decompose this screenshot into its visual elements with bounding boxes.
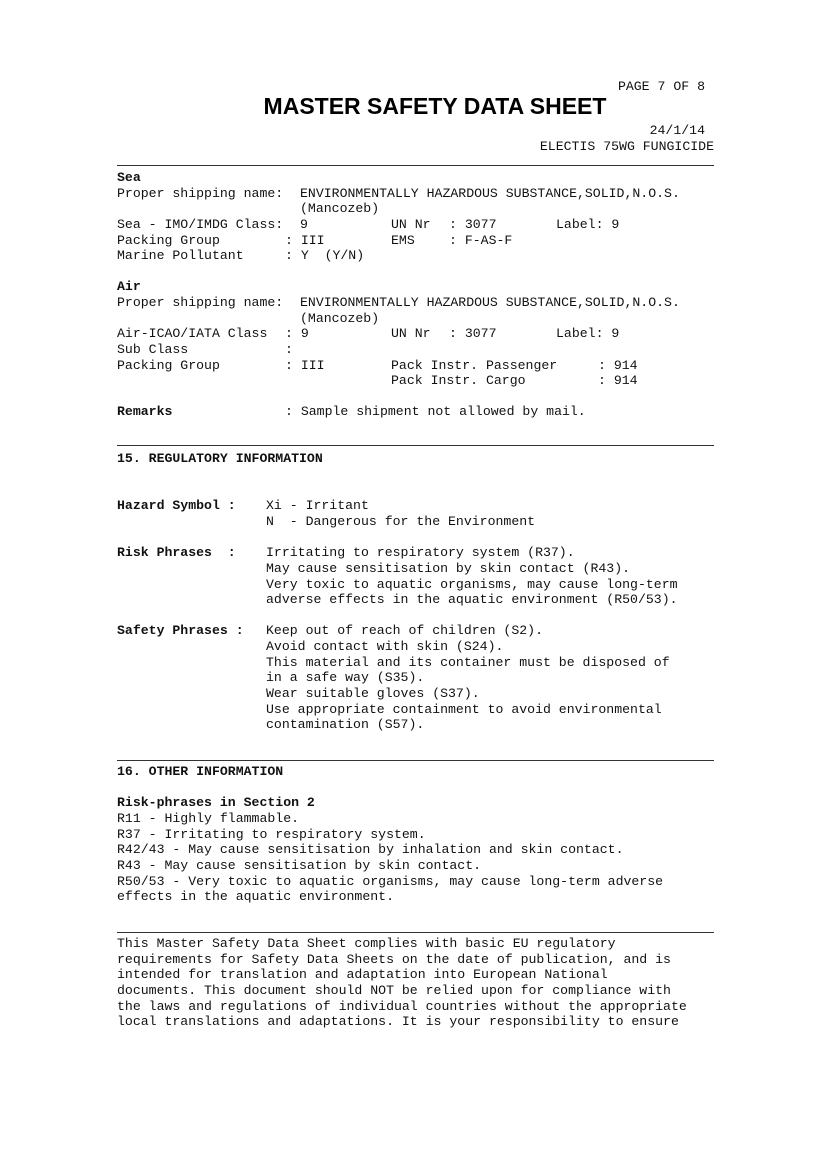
air-heading: Air <box>117 279 141 294</box>
sea-class-value: 9 <box>300 217 308 232</box>
hazard-symbol-line: N - Dangerous for the Environment <box>266 514 536 529</box>
air-class-value: : 9 <box>285 326 309 341</box>
remarks-label: Remarks <box>117 404 173 419</box>
sea-packing-value: : III <box>285 233 325 248</box>
safety-phrase-line: Avoid contact with skin (S24). <box>266 639 504 654</box>
other-info-line: R43 - May cause sensitisation by skin contact. <box>117 858 482 873</box>
air-class-label: Air-ICAO/IATA Class <box>117 326 268 341</box>
sea-pollutant-label: Marine Pollutant <box>117 248 244 263</box>
document-date: 24/1/14 <box>649 123 705 138</box>
air-shipping-name: ENVIRONMENTALLY HAZARDOUS SUBSTANCE,SOLID,N.O.S. <box>300 295 680 310</box>
air-packing-label: Packing Group <box>117 358 220 373</box>
air-un-value: : 3077 <box>449 326 497 341</box>
safety-phrase-line: Keep out of reach of children (S2). <box>266 623 543 638</box>
air-cargo-label: Pack Instr. Cargo <box>391 373 526 388</box>
safety-phrases-label: Safety Phrases : <box>117 623 244 638</box>
air-label: Label: 9 <box>556 326 620 341</box>
sea-shipping-name-2: (Mancozeb) <box>300 201 380 216</box>
sea-un-value: : 3077 <box>449 217 497 232</box>
risk-phrase-line: Irritating to respiratory system (R37). <box>266 545 575 560</box>
header-divider <box>117 165 714 166</box>
document-title: MASTER SAFETY DATA SHEET <box>263 93 607 119</box>
other-info-line: R50/53 - Very toxic to aquatic organisms, may cause long-term adverse <box>117 874 664 889</box>
air-passenger-label: Pack Instr. Passenger <box>391 358 558 373</box>
air-shipping-label: Proper shipping name: <box>117 295 284 310</box>
other-info-line: effects in the aquatic environment. <box>117 889 394 904</box>
safety-phrase-line: This material and its container must be disposed of <box>266 655 670 670</box>
air-cargo-value: : 914 <box>598 373 638 388</box>
sea-shipping-label: Proper shipping name: <box>117 186 284 201</box>
air-passenger-value: : 914 <box>598 358 638 373</box>
section-divider <box>117 932 714 933</box>
sea-ems-label: EMS <box>391 233 415 248</box>
sea-un-label: UN Nr <box>391 217 431 232</box>
hazard-symbol-line: Xi - Irritant <box>266 498 369 513</box>
sea-class-label: Sea - IMO/IMDG Class: <box>117 217 284 232</box>
risk-phrases-label: Risk Phrases : <box>117 545 236 560</box>
risk-phrase-line: Very toxic to aquatic organisms, may cause long-term <box>266 577 678 592</box>
sea-packing-label: Packing Group <box>117 233 220 248</box>
air-packing-value: : III <box>285 358 325 373</box>
safety-phrase-line: contamination (S57). <box>266 717 425 732</box>
remarks-value: : Sample shipment not allowed by mail. <box>285 404 586 419</box>
safety-phrase-line: in a safe way (S35). <box>266 670 425 685</box>
disclaimer-line: intended for translation and adaptation into European National <box>117 967 608 982</box>
air-shipping-name-2: (Mancozeb) <box>300 311 380 326</box>
page-number: PAGE 7 OF 8 <box>617 79 705 94</box>
safety-phrase-line: Use appropriate containment to avoid environmental <box>266 702 662 717</box>
other-info-line: R11 - Highly flammable. <box>117 811 300 826</box>
sea-shipping-name: ENVIRONMENTALLY HAZARDOUS SUBSTANCE,SOLID,N.O.S. <box>300 186 680 201</box>
air-subclass-value: : <box>285 342 293 357</box>
section-16-heading: 16. OTHER INFORMATION <box>117 764 284 779</box>
disclaimer-line: requirements for Safety Data Sheets on the date of publication, and is <box>117 952 671 967</box>
disclaimer-line: documents. This document should NOT be relied upon for compliance with <box>117 983 671 998</box>
disclaimer-line: This Master Safety Data Sheet complies with basic EU regulatory <box>117 936 616 951</box>
sea-label: Label: 9 <box>556 217 620 232</box>
safety-phrase-line: Wear suitable gloves (S37). <box>266 686 480 701</box>
product-name: ELECTIS 75WG FUNGICIDE <box>539 139 714 154</box>
section-divider <box>117 760 714 761</box>
air-subclass-label: Sub Class <box>117 342 189 357</box>
other-info-line: R37 - Irritating to respiratory system. <box>117 827 426 842</box>
disclaimer-line: local translations and adaptations. It is your responsibility to ensure <box>117 1014 679 1029</box>
sea-pollutant-value: : Y (Y/N) <box>285 248 365 263</box>
risk-phrase-line: May cause sensitisation by skin contact (R43). <box>266 561 631 576</box>
disclaimer-line: the laws and regulations of individual countries without the appropriate <box>117 999 687 1014</box>
section-15-heading: 15. REGULATORY INFORMATION <box>117 451 323 466</box>
risk-phrase-line: adverse effects in the aquatic environment (R50/53). <box>266 592 678 607</box>
section-divider <box>117 445 714 446</box>
risk-phrases-subheading: Risk-phrases in Section 2 <box>117 795 315 810</box>
hazard-symbol-label: Hazard Symbol : <box>117 498 236 513</box>
air-un-label: UN Nr <box>391 326 431 341</box>
other-info-line: R42/43 - May cause sensitisation by inhalation and skin contact. <box>117 842 624 857</box>
sea-ems-value: : F-AS-F <box>449 233 513 248</box>
sea-heading: Sea <box>117 170 141 185</box>
